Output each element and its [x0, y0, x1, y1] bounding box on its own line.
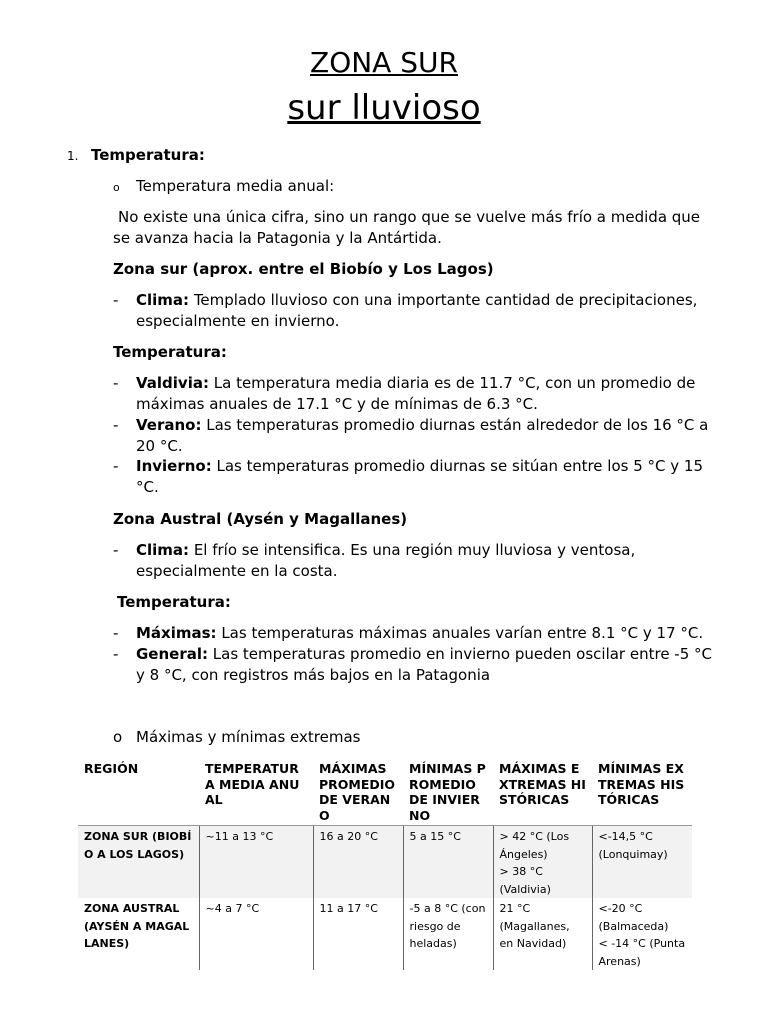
dash-marker: - — [113, 645, 119, 663]
verano-label: Verano: — [136, 416, 202, 434]
zona-austral-temp-heading: Temperatura: — [117, 593, 231, 611]
zona-austral-heading: Zona Austral (Aysén y Magallanes) — [113, 510, 408, 528]
maximas-label: Máximas: — [136, 624, 217, 642]
cell-min-ext — [592, 898, 692, 970]
header-max-extremas: MÁXIMAS EXTREMAS HISTÓRICAS — [493, 757, 592, 826]
header-min-invierno: MÍNIMAS PROMEDIO DE INVIERNO — [403, 757, 493, 826]
cell-line: > 38 °C (Valdivia) — [499, 865, 551, 896]
clima-label: Clima: — [136, 291, 190, 309]
item-maximas-minimas: Máximas y mínimas extremas — [136, 728, 361, 746]
header-region: REGIÓN — [78, 757, 199, 826]
dash-marker: - — [113, 416, 119, 434]
section-heading: Temperatura: — [91, 146, 205, 164]
general-label: General: — [136, 645, 208, 663]
cell-media: ~4 a 7 °C — [199, 898, 313, 970]
bullet-marker: o — [113, 181, 120, 194]
valdivia-text: La temperatura media diaria es de 11.7 °C, con un promedio de máximas anuales de 17.1 °C y de mínimas de 6.3 °C. — [136, 374, 696, 413]
clima-text: El frío se intensifica. Es una región muy lluviosa y ventosa, especialmente en la costa. — [136, 541, 636, 580]
page-subtitle: sur lluvioso — [287, 88, 481, 128]
cell-line: <-14,5 °C (Lonquimay) — [598, 830, 668, 861]
dash-marker: - — [113, 624, 119, 642]
cell-max-ext — [493, 826, 592, 899]
page-title: ZONA SUR — [310, 46, 458, 79]
table-header-row — [78, 757, 692, 826]
dash-marker: - — [113, 291, 119, 309]
zona-sur-heading: Zona sur (aprox. entre el Biobío y Los Lagos) — [113, 260, 494, 278]
table-row — [78, 898, 692, 970]
cell-min-invierno: -5 a 8 °C (con riesgo de heladas) — [403, 898, 493, 970]
header-min-extremas: MÍNIMAS EXTREMAS HISTÓRICAS — [592, 757, 692, 826]
item-temperatura-media: Temperatura media anual: — [136, 177, 335, 195]
clima-text: Templado lluvioso con una importante cantidad de precipitaciones, especialmente en invierno. — [136, 291, 698, 330]
maximas-item — [136, 623, 718, 644]
dash-marker: - — [113, 457, 119, 475]
clima-label: Clima: — [136, 541, 190, 559]
table-row — [78, 826, 692, 899]
cell-max-ext — [493, 898, 592, 970]
cell-min-invierno: 5 a 15 °C — [403, 826, 493, 899]
invierno-text: Las temperaturas promedio diurnas se sitúan entre los 5 °C y 15 °C. — [136, 457, 703, 496]
temperature-table — [78, 757, 692, 970]
invierno-item — [136, 456, 718, 498]
valdivia-item — [136, 373, 718, 415]
verano-text: Las temperaturas promedio diurnas están alrededor de los 16 °C a 20 °C. — [136, 416, 709, 455]
cell-region: ZONA AUSTRAL (AYSÉN A MAGALLANES) — [78, 898, 199, 970]
verano-item — [136, 415, 718, 457]
header-max-verano: MÁXIMAS PROMEDIO DE VERANO — [313, 757, 403, 826]
zona-austral-clima — [136, 540, 718, 582]
zona-sur-temp-heading: Temperatura: — [113, 343, 227, 361]
dash-marker: - — [113, 541, 119, 559]
bullet-marker: o — [113, 728, 123, 746]
general-item — [136, 644, 718, 686]
cell-line: <-20 °C (Balmaceda) — [598, 902, 669, 933]
list-number: 1. — [67, 149, 79, 163]
dash-marker: - — [113, 374, 119, 392]
valdivia-label: Valdivia: — [136, 374, 209, 392]
zona-sur-clima — [136, 290, 718, 332]
cell-line: 21 °C (Magallanes, en Navidad) — [499, 902, 570, 950]
cell-min-ext — [592, 826, 692, 899]
general-text: Las temperaturas promedio en invierno pueden oscilar entre -5 °C y 8 °C, con registros más bajos en la Patagonia — [136, 645, 713, 684]
cell-max-verano: 16 a 20 °C — [313, 826, 403, 899]
maximas-text: Las temperaturas máximas anuales varían entre 8.1 °C y 17 °C. — [216, 624, 704, 642]
cell-max-verano: 11 a 17 °C — [313, 898, 403, 970]
intro-paragraph: No existe una única cifra, sino un rango que se vuelve más frío a medida que se avanza hacia la Patagonia y la Antártida. — [113, 208, 701, 247]
cell-line: > 42 °C (Los Ángeles) — [499, 830, 570, 861]
cell-media: ~11 a 13 °C — [199, 826, 313, 899]
cell-region: ZONA SUR (BIOBÍO A LOS LAGOS) — [78, 826, 199, 899]
cell-line: < -14 °C (Punta Arenas) — [598, 937, 686, 968]
invierno-label: Invierno: — [136, 457, 212, 475]
header-media-anual: TEMPERATURA MEDIA ANUAL — [199, 757, 313, 826]
